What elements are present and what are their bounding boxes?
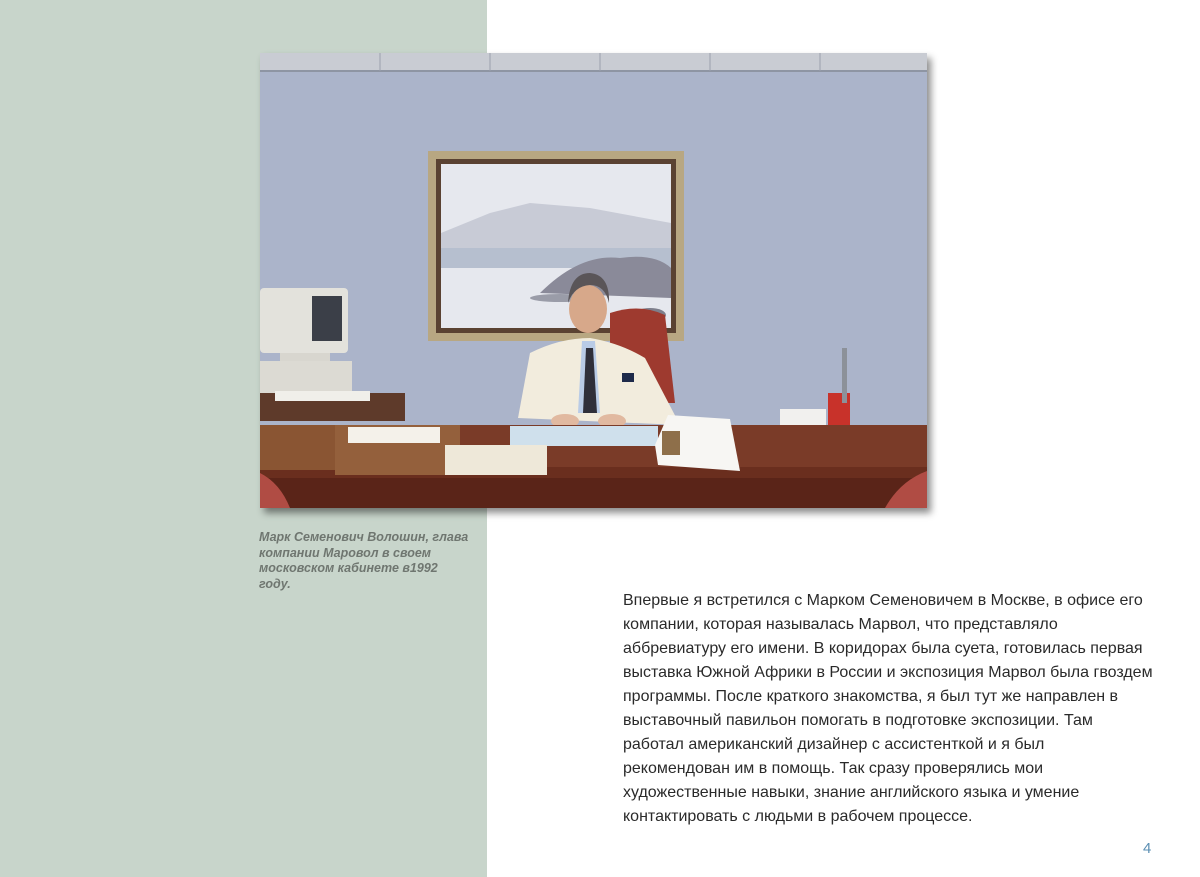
page-number: 4 (1143, 840, 1152, 857)
office-photo (260, 53, 927, 508)
body-paragraph: Впервые я встретился с Марком Семеновичем в Москве, в офисе его компании, которая называлась Марвол, что представляло аббревиатуру его имени. В коридорах была суета, готовилась первая выставка Южной Африки в России и экспозиция Марвол была гвоздем программы. После краткого знакомства, я был тут же направлен в выставочный павильон помогать в подготовке экспозиции. Там работал американский дизайнер с ассистенткой и я был рекомендован им в помощь. Так сразу проверялись мои художественные навыки, знание английского языка и умение контактировать с людьми в рабочем процессе. (623, 592, 1153, 825)
office-photo-illustration (260, 53, 927, 508)
photo-caption: Марк Семенович Волошин, глава компании Маровол в своем московском кабинете в1992 году. (259, 530, 469, 591)
